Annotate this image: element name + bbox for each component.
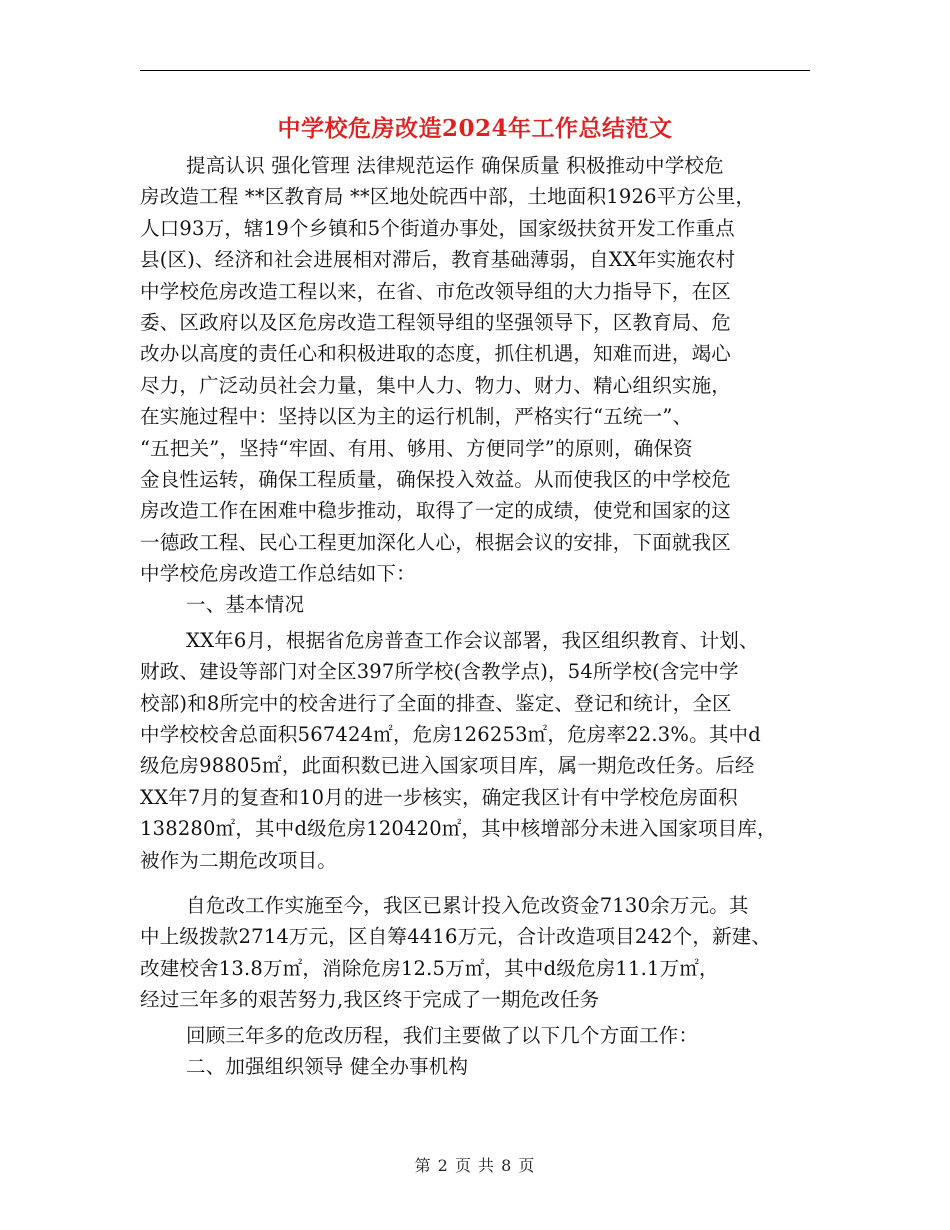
text-line: 138280㎡，其中d级危房120420㎡，其中核增部分未进入国家项目库， bbox=[140, 817, 777, 841]
text-line: 校部)和8所完中的校舍进行了全面的排查、鉴定、登记和统计，全区 bbox=[140, 691, 732, 715]
page-number: 第 2 页 共 8 页 bbox=[414, 1156, 536, 1175]
text-line: 在实施过程中：坚持以区为主的运行机制，严格实行“五统一”、 bbox=[140, 405, 693, 429]
text-line: 提高认识 强化管理 法律规范运作 确保质量 积极推动中学校危 bbox=[186, 154, 724, 177]
text-line: 中学校危房改造工作总结如下： bbox=[140, 562, 416, 586]
document-title: 中学校危房改造2024年工作总结范文 bbox=[277, 115, 673, 142]
text-line: XX年7月的复查和10月的进一步核实，确定我区计有中学校危房面积 bbox=[140, 785, 738, 809]
text-line: 一德政工程、民心工程更加深化人心，根据会议的安排，下面就我区 bbox=[140, 530, 732, 554]
text-line: 财政、建设等部门对全区397所学校(含教学点)，54所学校(含完中学 bbox=[140, 660, 739, 684]
text-line: 中学校危房改造工程以来，在省、市危改领导组的大力指导下，在区 bbox=[140, 279, 732, 303]
text-line: 改建校舍13.8万㎡，消除危房12.5万㎡，其中d级危房11.1万㎡， bbox=[140, 956, 719, 980]
text-line: XX年6月，根据省危房普查工作会议部署，我区组织教育、计划、 bbox=[186, 628, 759, 652]
text-line: 人口93万，辖19个乡镇和5个街道办事处，国家级扶贫开发工作重点 bbox=[140, 216, 735, 240]
text-line: 房改造工程 **区教育局 **区地处皖西中部，土地面积1926平方公里， bbox=[140, 185, 756, 209]
paragraph-intro bbox=[140, 150, 820, 589]
text-line: 自危改工作实施至今，我区已累计投入危改资金7130余万元。其 bbox=[186, 893, 749, 917]
document-body bbox=[140, 150, 820, 1082]
text-line: 中上级拨款2714万元，区自筹4416万元，合计改造项目242个，新建、 bbox=[140, 925, 772, 949]
text-line: “五把关”，坚持“牢固、有用、够用、方便同学”的原则，确保资 bbox=[140, 436, 693, 460]
section-heading-basic: 一、基本情况 bbox=[186, 593, 305, 617]
header-rule bbox=[140, 70, 810, 71]
text-line: 改办以高度的责任心和积极进取的态度，抓住机遇，知难而进，竭心 bbox=[140, 342, 732, 366]
text-line: 被作为二期危改项目。 bbox=[140, 848, 338, 872]
text-line: 尽力，广泛动员社会力量，集中人力、物力、财力、精心组织实施， bbox=[140, 373, 732, 397]
paragraph-review: 回顾三年多的危改历程，我们主要做了以下几个方面工作： bbox=[186, 1023, 699, 1047]
text-line: 级危房98805㎡，此面积数已进入国家项目库，属一期危改任务。后经 bbox=[140, 754, 755, 778]
text-line: 委、区政府以及区危房改造工程领导组的坚强领导下，区教育局、危 bbox=[140, 310, 732, 334]
text-line: 中学校校舍总面积567424㎡，危房126253㎡，危房率22.3%。其中d bbox=[140, 723, 761, 747]
text-line: 县(区)、经济和社会进展相对滞后，教育基础薄弱，自XX年实施农村 bbox=[140, 248, 736, 272]
text-line: 房改造工作在困难中稳步推动，取得了一定的成绩，使党和国家的这 bbox=[140, 499, 732, 523]
paragraph-funding bbox=[140, 890, 820, 1016]
paragraph-survey bbox=[140, 625, 820, 876]
section-heading-leadership: 二、加强组织领导 健全办事机构 bbox=[186, 1054, 469, 1078]
text-line: 金良性运转，确保工程质量，确保投入效益。从而使我区的中学校危 bbox=[140, 467, 732, 491]
text-line: 经过三年多的艰苦努力,我区终于完成了一期危改任务 bbox=[140, 988, 600, 1012]
